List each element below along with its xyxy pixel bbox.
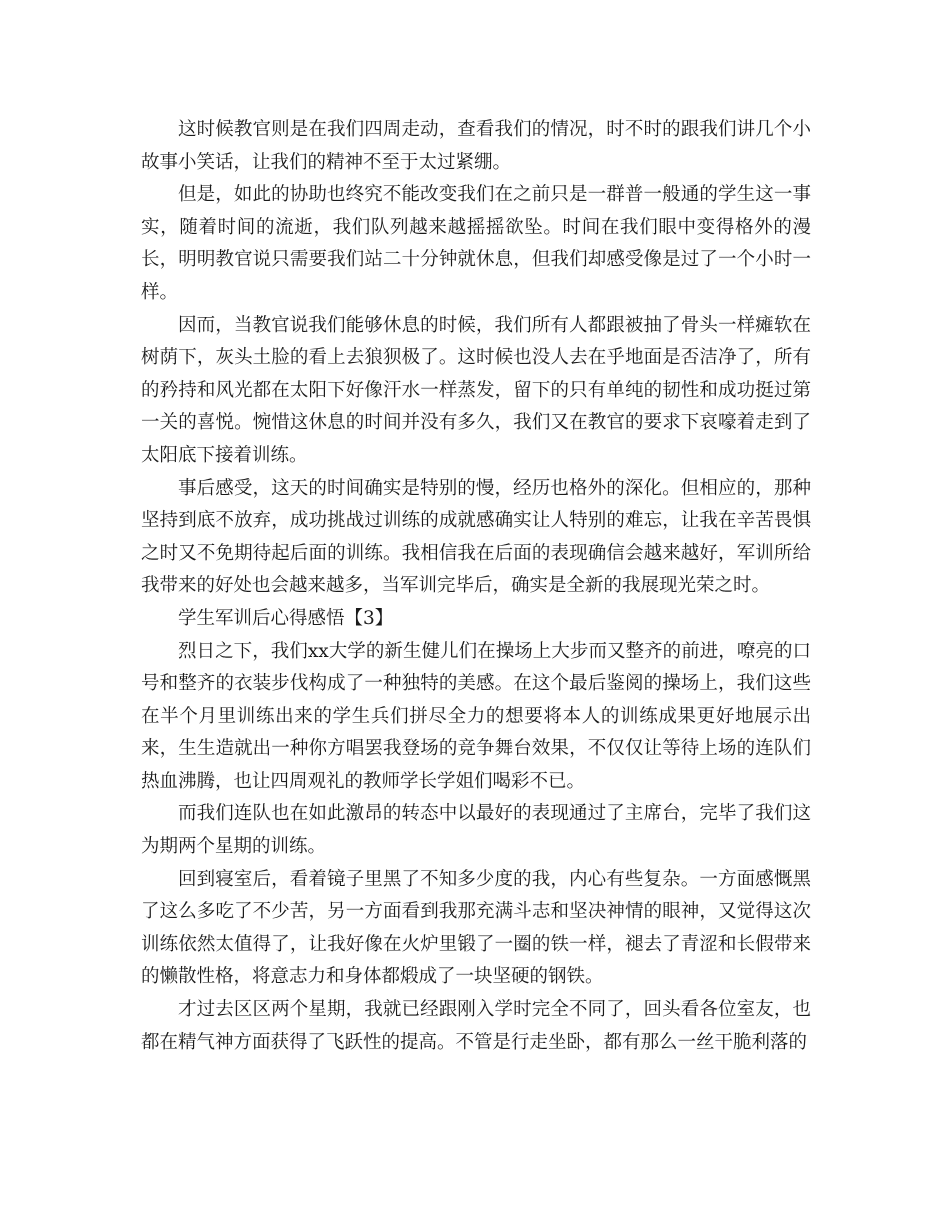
paragraph: 但是，如此的协助也终究不能改变我们在之前只是一群普一般通的学生这一事实，随着时间的流逝，我们队列越来越摇摇欲坠。时间在我们眼中变得格外的漫长，明明教官说只需要我们站二十分钟就休息，但我们却感受像是过了一个小时一样。 — [141, 184, 811, 303]
document-body — [141, 114, 811, 1059]
paragraph: 回到寝室后，看着镜子里黑了不知多少度的我，内心有些复杂。一方面感慨黑了这么多吃了不少苦，另一方面看到我那充满斗志和坚决神情的眼神，又觉得这次训练依然太值得了，让我好像在火炉里锻了一圈的铁一样，褪去了青涩和长假带来的懒散性格，将意志力和身体都煅成了一块坚硬的钢铁。 — [141, 868, 811, 988]
paragraph: 才过去区区两个星期，我就已经跟刚入学时完全不同了，回头看各位室友，也都在精气神方面获得了飞跃性的提高。不管是行走坐卧，都有那么一丝干脆利落的 — [141, 999, 811, 1053]
section-heading: 学生军训后心得感悟【3】 — [178, 607, 394, 629]
paragraph: 而我们连队也在如此激昂的转态中以最好的表现通过了主席台，完毕了我们这为期两个星期的训练。 — [141, 803, 811, 858]
paragraph: 事后感受，这天的时间确实是特别的慢，经历也格外的深化。但相应的，那种坚持到底不放弃，成功挑战过训练的成就感确实让人特别的难忘，让我在辛苦畏惧之时又不免期待起后面的训练。我相信我在后面的表现确信会越来越好，军训所给我带来的好处也会越来越多，当军训完毕后，确实是全新的我展现光荣之时。 — [141, 477, 811, 597]
paragraph: 因而，当教官说我们能够休息的时候，我们所有人都跟被抽了骨头一样瘫软在树荫下，灰头土脸的看上去狼狈极了。这时候也没人去在乎地面是否洁净了，所有的矜持和风光都在太阳下好像汗水一样蒸发，留下的只有单纯的韧性和成功挺过第一关的喜悦。惋惜这休息的时间并没有多久，我们又在教官的要求下哀嚎着走到了太阳底下接着训练。 — [141, 314, 811, 466]
paragraph: 这时候教官则是在我们四周走动，查看我们的情况，时不时的跟我们讲几个小故事小笑话，让我们的精神不至于太过紧绷。 — [141, 119, 811, 173]
paragraph: 烈日之下，我们xx大学的新生健儿们在操场上大步而又整齐的前进，嘹亮的口号和整齐的衣装步伐构成了一种独特的美感。在这个最后鉴阅的操场上，我们这些在半个月里训练出来的学生兵们拼尽全力的想要将本人的训练成果更好地展示出来，生生造就出一种你方唱罢我登场的竞争舞台效果，不仅仅让等待上场的连队们热血沸腾，也让四周观礼的教师学长学姐们喝彩不已。 — [141, 640, 811, 792]
